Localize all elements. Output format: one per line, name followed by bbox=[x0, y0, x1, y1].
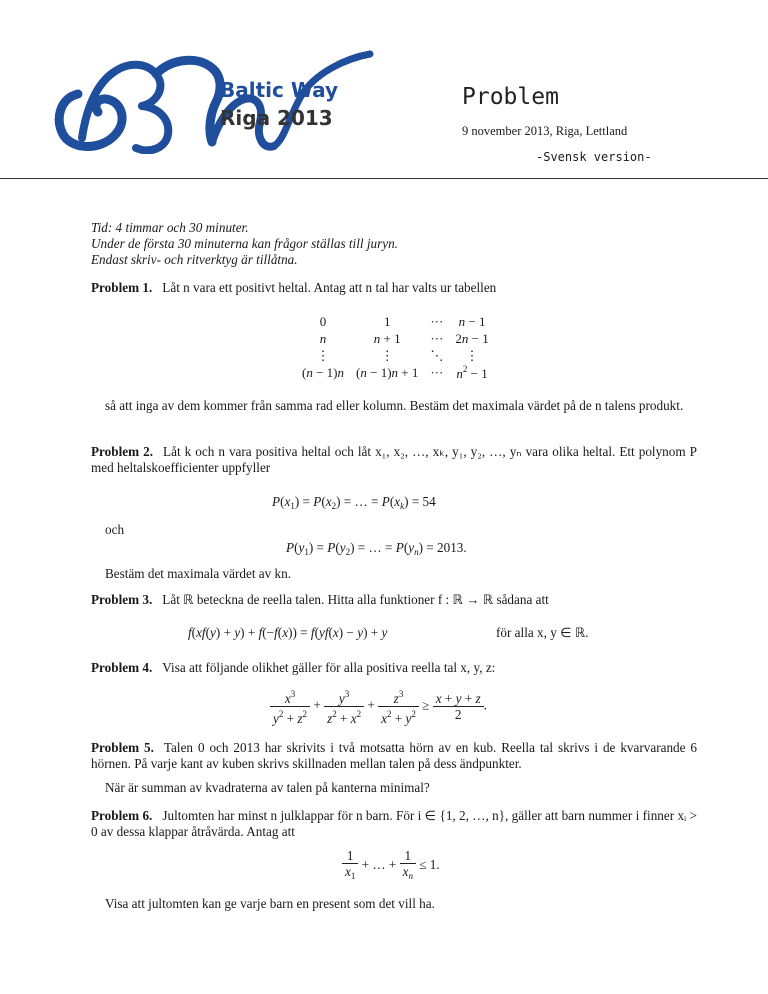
problem-1-table: 0 1 ··· n − 1 n n + 1 ··· 2n − 1 ⋮ ⋮ ⋱ ⋮ (n − 1)n (n − 1)n + 1 ··· $n^2 - 1$ bbox=[302, 313, 489, 381]
instruction-line: Endast skriv- och ritverktyg är tillåtna. bbox=[91, 252, 298, 267]
problem-3-condition: för alla x, y ∈ ℝ. bbox=[496, 625, 589, 640]
problem-2-equation-1: $P(x_1) = P(x_2)$ = … = $P(x_k) = 54$ bbox=[272, 494, 436, 511]
logo-line-1: Baltic Way bbox=[220, 78, 339, 102]
problem-6-text-2: Visa att jultomten kan ge varje barn en present som det vill ha. bbox=[105, 896, 435, 911]
problem-2-and: och bbox=[105, 522, 125, 537]
problem-3-text: Låt ℝ beteckna de reella talen. Hitta alla funktioner f : ℝ → ℝ sådana att bbox=[162, 592, 549, 607]
event-date: 9 november 2013, Riga, Lettland bbox=[462, 124, 628, 138]
problem-1-text: Låt n vara ett positivt heltal. Antag att n tal har valts ur tabellen bbox=[162, 280, 497, 295]
instruction-line: Under de första 30 minuterna kan frågor ställas till juryn. bbox=[91, 236, 398, 251]
problem-4-text: Visa att följande olikhet gäller för alla positiva reella tal x, y, z: bbox=[162, 660, 496, 675]
page-title: Problem bbox=[462, 84, 559, 110]
problem-5-text: Talen 0 och 2013 har skrivits i två motsatta hörn av en kub. Reella tal skrivs i de kvarvarande 6 hörnen. På varje kant av kuben skrivs skillnaden mellan talen på dess ändpunkter. bbox=[91, 740, 698, 771]
problem-4-inequality: $\frac{x^3}{y^2 + z^2}$ + $\frac{y^3}{z^2 + x^2}$ + $\frac{z^3}{x^2 + y^2}$ ≥ $\frac{x + y + z}{2}$ . bbox=[270, 687, 487, 726]
problem-5-text-2: När är summan av kvadraterna av talen på kanterna minimal? bbox=[105, 780, 430, 795]
problem-6-statement bbox=[91, 808, 697, 840]
problem-1-statement bbox=[91, 280, 691, 296]
problem-2-statement bbox=[91, 444, 697, 476]
header-divider bbox=[0, 178, 768, 179]
problem-2-text-2: Bestäm det maximala värdet av kn. bbox=[105, 566, 292, 581]
instruction-line: Tid: 4 timmar och 30 minuter. bbox=[91, 220, 249, 235]
problem-2-text: Låt k och n vara positiva heltal och låt x₁, x₂, …, xₖ, y₁, y₂, …, yₙ vara olika heltal. Ett polynom P med heltalskoefficienter uppfyller bbox=[91, 444, 697, 475]
problem-1-text-2: så att inga av dem kommer från samma rad eller kolumn. Bestäm det maximala värdet på de n talens produkt. bbox=[105, 398, 684, 413]
problem-6-label: Problem 6. bbox=[91, 808, 153, 823]
problem-3-statement bbox=[91, 592, 697, 608]
problem-2-label: Problem 2. bbox=[91, 444, 154, 459]
problem-3-label: Problem 3. bbox=[91, 592, 153, 607]
problem-4-statement bbox=[91, 660, 697, 676]
problem-3-equation: f(xf(y) + y) + f(−f(x)) = f(yf(x) − y) + y bbox=[188, 625, 388, 640]
exam-instructions bbox=[91, 220, 398, 268]
problem-6-text: Jultomten har minst n julklappar för n barn. För i ∈ {1, 2, …, n}, gäller att barn nummer i finner xᵢ > 0 av dessa klappar åtråvärda. Antag att bbox=[91, 808, 697, 839]
language-version: -Svensk version- bbox=[536, 150, 652, 164]
baltic-way-logo bbox=[52, 50, 382, 154]
problem-2-equation-2: $P(y_1) = P(y_2)$ = … = $P(y_n) = 2013$. bbox=[286, 540, 467, 557]
baltic-way-logo-mark bbox=[52, 50, 382, 154]
problem-1-label: Problem 1. bbox=[91, 280, 153, 295]
logo-line-2: Riga 2013 bbox=[220, 106, 333, 130]
problem-5-label: Problem 5. bbox=[91, 740, 154, 755]
problem-4-label: Problem 4. bbox=[91, 660, 153, 675]
problem-5-statement bbox=[91, 740, 697, 772]
problem-6-inequality: $\frac{1}{x_1}$ + … + $\frac{1}{x_n}$ ≤ 1. bbox=[342, 848, 440, 884]
